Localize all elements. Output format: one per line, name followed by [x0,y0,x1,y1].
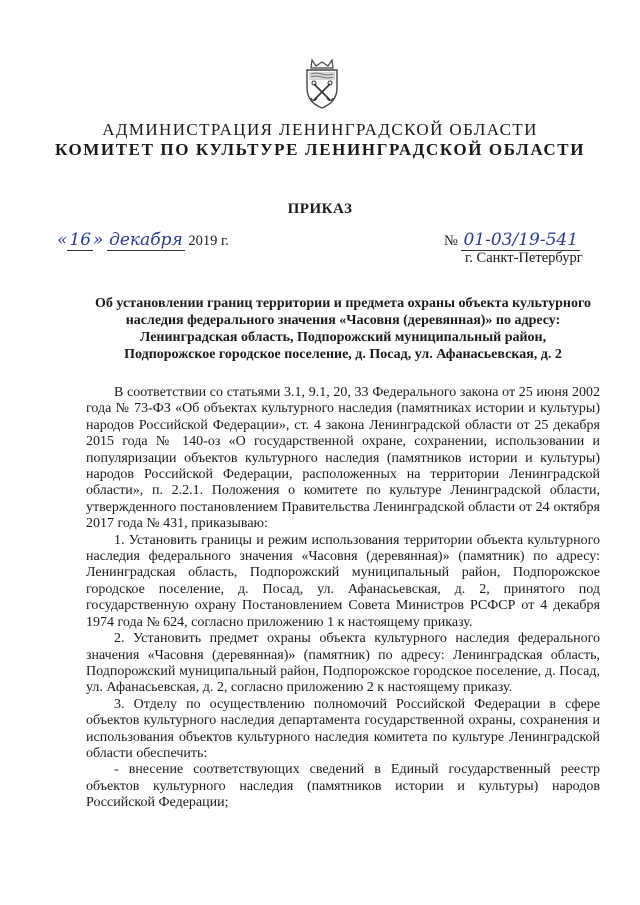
coat-of-arms-icon [302,56,342,110]
body-paragraph: - внесение соответствующих сведений в Единый государственный реестр объектов культурного наследия (памятников истории и культуры) народов Российской Федерации; [86,762,600,811]
order-body [86,385,600,812]
number-value: 01-03/19-541 [463,230,579,250]
date-year: 2019 г. [188,233,229,249]
subject-line: Об установлении границ территории и предмета охраны объекта культурного [95,296,591,311]
body-paragraph: 3. Отделу по осуществлению полномочий Российской Федерации в сфере объектов культурного наследия департамента государственной охраны, сохранения и использования объектов культурного наследия комитета по культуре Ленинградской области обеспечить: [86,696,600,761]
org-name-line2: КОМИТЕТ ПО КУЛЬТУРЕ ЛЕНИНГРАДСКОЙ ОБЛАСТИ [54,140,586,159]
org-name-line1: АДМИНИСТРАЦИЯ ЛЕНИНГРАДСКОЙ ОБЛАСТИ [102,120,538,139]
date-open-quote: « [57,230,68,250]
subject-line: Ленинградская область, Подпорожский муниципальный район, [139,330,547,345]
body-paragraph: В соответствии со статьями 3.1, 9.1, 20, 33 Федерального закона от 25 июня 2002 года № 73-ФЗ «Об объектах культурного наследия (памятниках истории и культуры) народов Российской Федерации», ст. 4 закона Ленинградской области от 25 декабря 2015 года № 140-оз «О государственной охране, сохранении, использовании и популяризации объектов культурного наследия (памятников истории и культуры) народов Российской Федерации, расположенных на территории Ленинградской области», п. 2.2.1. Положения о комитете по культуре Ленинградской области, утвержденного постановлением Правительства Ленинградской области от 24 октября 2017 года № 431, приказываю: [86,385,600,532]
number-prefix: № [444,233,458,249]
city-label: г. Санкт-Петербург [465,250,583,266]
date-close-quote: » [93,230,104,250]
order-date [57,230,229,250]
order-number [444,230,580,250]
subject-line: наследия федерального значения «Часовня (деревянная)» по адресу: [125,313,561,328]
body-paragraph: 2. Установить предмет охраны объекта культурного наследия федерального значения «Часовня (деревянная)» (памятник) по адресу: Ленинградская область, Подпорожский муниципальный район, Подпорожское городское поселение, д. Посад, ул. Афанасьевская, д. 2, согласно приложению 2 к настоящему приказу. [86,631,600,696]
subject-line: Подпорожское городское поселение, д. Посад, ул. Афанасьевская, д. 2 [124,347,562,362]
document-type-title: ПРИКАЗ [287,201,353,217]
date-day: 16 [69,230,92,250]
date-month: декабря [109,230,183,250]
order-subject [86,295,600,363]
body-paragraph: 1. Установить границы и режим использования территории объекта культурного наследия федерального значения «Часовня (деревянная)» (памятник) по адресу: Ленинградская область, Подпорожский муниципальный район, Подпорожское городское поселение, д. Посад, ул. Афанасьевская, д. 2, принятого под государственную охрану Постановлением Совета Министров РСФСР от 4 декабря 1974 года № 624, согласно приложению 1 к настоящему приказу. [86,532,600,630]
